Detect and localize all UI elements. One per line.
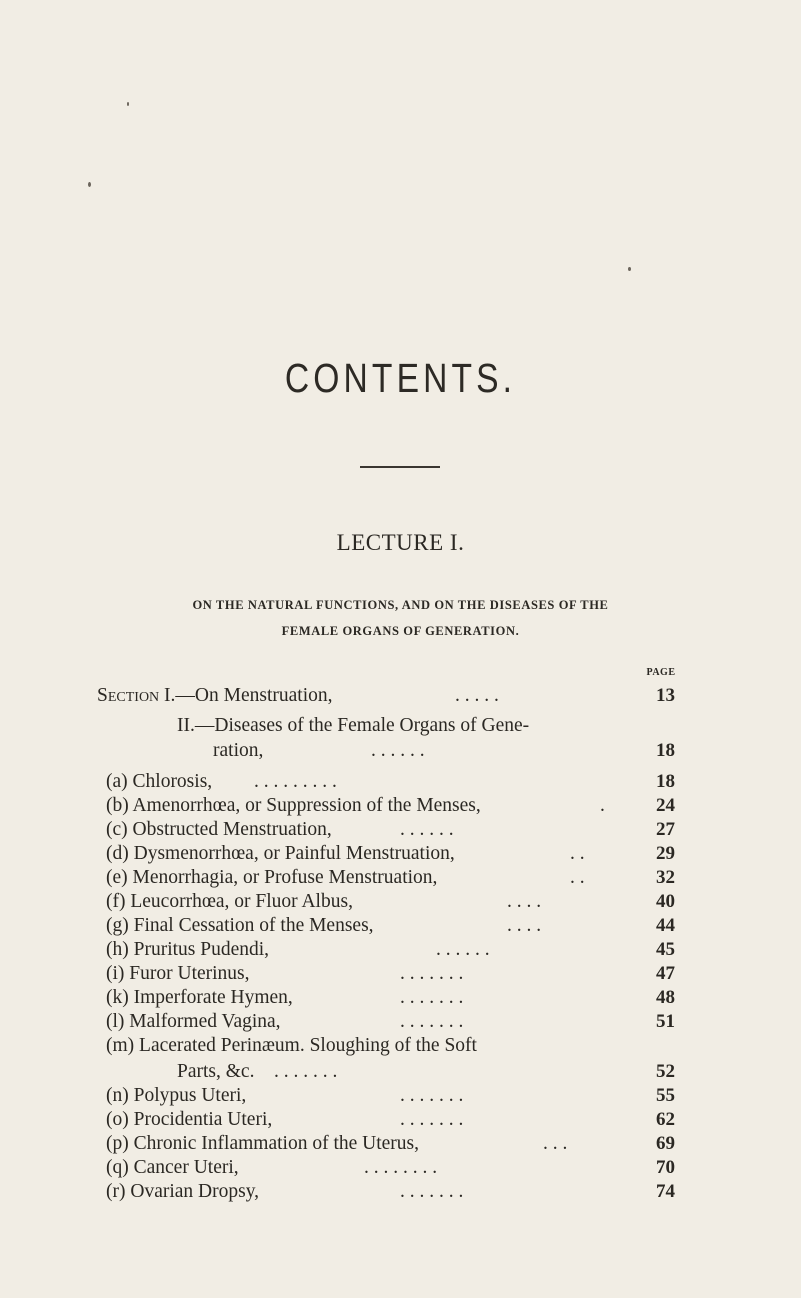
leader-dots: . .	[570, 867, 585, 888]
toc-entry	[0, 1084, 801, 1108]
leader-dots: . . . . . . .	[274, 1061, 338, 1082]
toc-entry	[0, 1108, 801, 1132]
entry-text: (q) Cancer Uteri,	[106, 1157, 239, 1178]
entry-text: (p) Chronic Inflammation of the Uterus,	[106, 1133, 419, 1154]
leader-dots: . . . .	[507, 891, 542, 912]
entry-text: ration,	[213, 740, 264, 761]
toc-entry	[0, 986, 801, 1010]
toc-entry	[0, 890, 801, 914]
toc-entry	[0, 914, 801, 938]
page-number: 55	[656, 1085, 675, 1106]
leader-dots: . . .	[543, 1133, 568, 1154]
toc-entry	[0, 1156, 801, 1180]
leader-dots: . . . . . .	[371, 740, 425, 761]
page-number: 13	[656, 685, 675, 706]
toc-entry	[0, 684, 801, 708]
page-number: 47	[656, 963, 675, 984]
page-number: 29	[656, 843, 675, 864]
entry-text: (a) Chlorosis,	[106, 771, 213, 792]
toc-entry	[0, 962, 801, 986]
leader-dots: . . . .	[507, 915, 542, 936]
page-number: 69	[656, 1133, 675, 1154]
ink-speck	[127, 102, 129, 106]
entry-text: II.—Diseases of the Female Organs of Gene-	[177, 715, 530, 736]
lecture-subtitle-line-2: FEMALE ORGANS OF GENERATION.	[281, 624, 520, 638]
page-number: 24	[656, 795, 675, 816]
toc-entry	[0, 1010, 801, 1034]
leader-dots: . . . . . . .	[400, 1181, 464, 1202]
leader-dots: . . . . . . .	[400, 1085, 464, 1106]
entry-text: (b) Amenorrhœa, or Suppression of the Menses,	[106, 795, 481, 816]
page-number: 32	[656, 867, 675, 888]
leader-dots: .	[600, 795, 605, 816]
page-number: 74	[656, 1181, 675, 1202]
page-number: 52	[656, 1061, 675, 1082]
page-number: 18	[656, 771, 675, 792]
entry-text: (d) Dysmenorrhœa, or Painful Menstruation,	[106, 843, 455, 864]
entry-text: (h) Pruritus Pudendi,	[106, 939, 270, 960]
toc-entry	[0, 739, 801, 763]
page-column-label: PAGE	[646, 667, 676, 678]
toc-entry	[0, 1034, 801, 1058]
section-label: Section	[97, 685, 160, 706]
toc-entry	[0, 842, 801, 866]
leader-dots: . . . . . . .	[400, 987, 464, 1008]
leader-dots: . .	[570, 843, 585, 864]
entry-text: I.—On Menstruation,	[164, 685, 333, 706]
leader-dots: . . . . . . .	[400, 963, 464, 984]
leader-dots: . . . . . .	[400, 819, 454, 840]
entry-text: (o) Procidentia Uteri,	[106, 1109, 273, 1130]
page-number: 62	[656, 1109, 675, 1130]
ink-speck	[88, 182, 91, 187]
heading-divider	[360, 466, 440, 468]
lecture-subtitle-line-1: ON THE NATURAL FUNCTIONS, AND ON THE DISEASES OF THE	[192, 598, 609, 612]
entry-text: (n) Polypus Uteri,	[106, 1085, 247, 1106]
entry-text: (c) Obstructed Menstruation,	[106, 819, 332, 840]
entry-text: Parts, &c.	[177, 1061, 255, 1082]
toc-entry	[0, 714, 801, 738]
page-number: 40	[656, 891, 675, 912]
toc-entry	[0, 818, 801, 842]
entry-text: (g) Final Cessation of the Menses,	[106, 915, 374, 936]
toc-entry	[0, 1132, 801, 1156]
ink-speck	[628, 267, 631, 271]
leader-dots: . . . . . .	[436, 939, 490, 960]
entry-text: (r) Ovarian Dropsy,	[106, 1181, 260, 1202]
entry-text: (e) Menorrhagia, or Profuse Menstruation,	[106, 867, 438, 888]
page-number: 45	[656, 939, 675, 960]
page-number: 44	[656, 915, 675, 936]
leader-dots: . . . . . . . .	[364, 1157, 438, 1178]
contents-heading: CONTENTS.	[284, 355, 517, 401]
entry-text: (l) Malformed Vagina,	[106, 1011, 281, 1032]
toc-entry	[0, 770, 801, 794]
leader-dots: . . . . .	[455, 685, 499, 706]
page-number: 51	[656, 1011, 675, 1032]
page-number: 27	[656, 819, 675, 840]
leader-dots: . . . . . . .	[400, 1011, 464, 1032]
toc-entry	[0, 1060, 801, 1084]
entry-text: (f) Leucorrhœa, or Fluor Albus,	[106, 891, 353, 912]
toc-entry	[0, 794, 801, 818]
page-number: 18	[656, 740, 675, 761]
toc-entry	[0, 1180, 801, 1204]
page-number: 70	[656, 1157, 675, 1178]
entry-text: (m) Lacerated Perinæum. Sloughing of the Soft	[106, 1035, 477, 1056]
toc-entry	[0, 938, 801, 962]
leader-dots: . . . . . . .	[400, 1109, 464, 1130]
leader-dots: . . . . . . . . .	[254, 771, 337, 792]
page-number: 48	[656, 987, 675, 1008]
entry-text: (i) Furor Uterinus,	[106, 963, 250, 984]
lecture-title: LECTURE I.	[336, 530, 465, 555]
entry-text: (k) Imperforate Hymen,	[106, 987, 293, 1008]
toc-entry	[0, 866, 801, 890]
